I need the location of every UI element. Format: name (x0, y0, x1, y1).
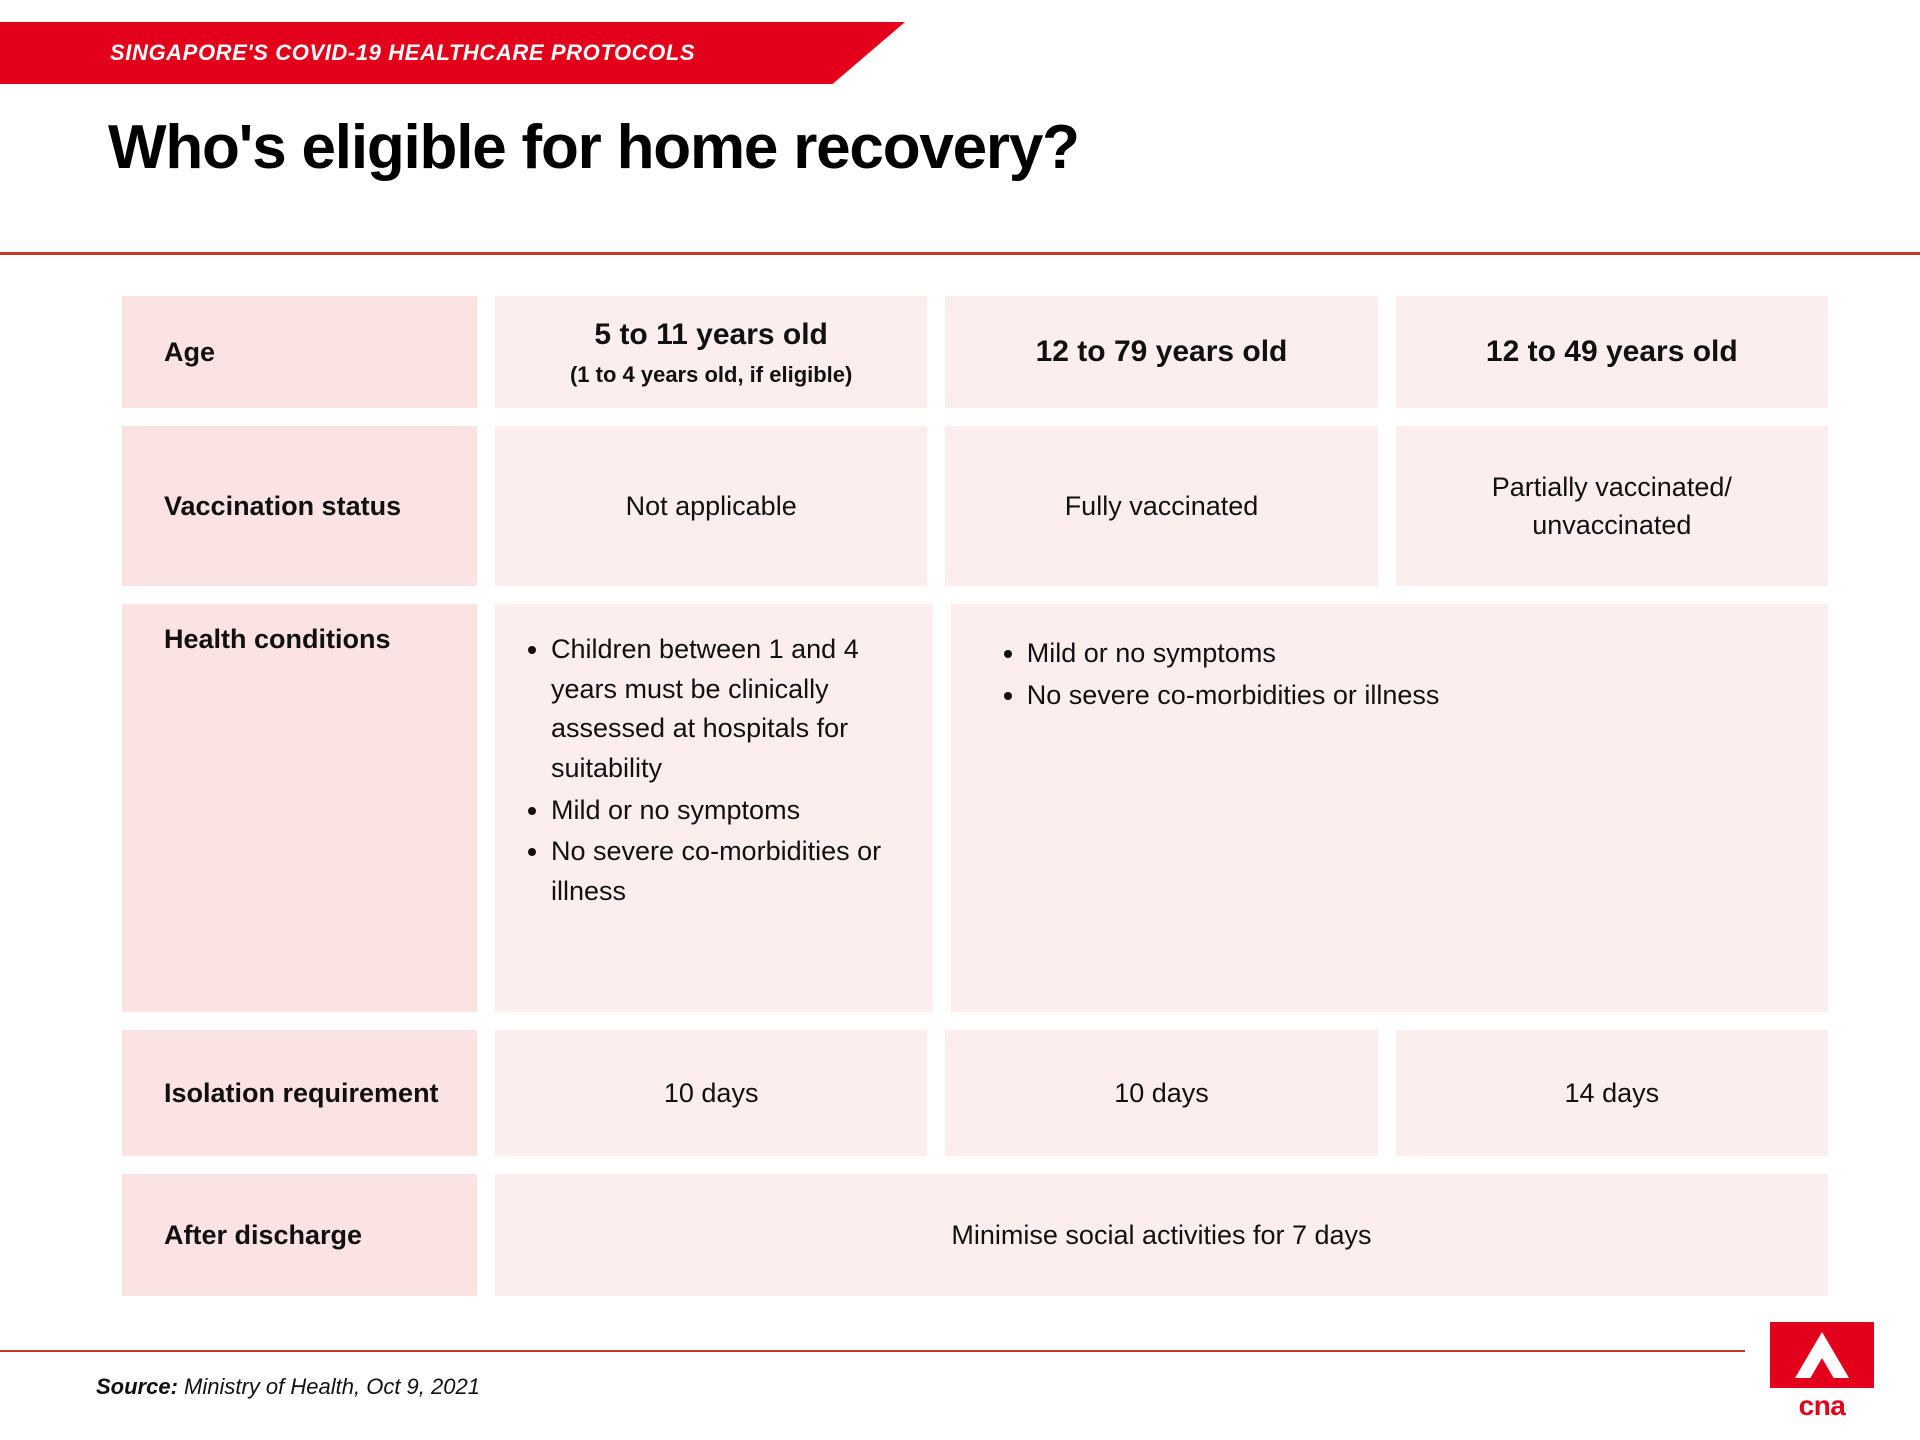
list-item: • Children between 1 and 4 years must be clinically assessed at hospitals for suitability (551, 630, 913, 789)
list-item: • No severe co-morbidities or illness (1027, 676, 1440, 716)
row-label-health-conditions: Health conditions (122, 604, 477, 1012)
footer-divider (0, 1350, 1745, 1352)
row-label-vaccination: Vaccination status (122, 426, 477, 586)
cell-after-discharge-merged: Minimise social activities for 7 days (495, 1174, 1828, 1296)
cell-age-col3-main: 12 to 49 years old (1485, 334, 1738, 368)
row-label-isolation: Isolation requirement (122, 1030, 477, 1156)
source-value: Ministry of Health, Oct 9, 2021 (184, 1374, 480, 1399)
cell-vaccination-col2: Fully vaccinated (945, 426, 1377, 586)
cell-isolation-col3: 14 days (1396, 1030, 1828, 1156)
cell-age-col1 (495, 296, 927, 408)
table-row-age (122, 296, 1828, 408)
cna-logo-text: cna (1798, 1390, 1846, 1421)
cell-vaccination-col3: Partially vaccinated/ unvaccinated (1396, 426, 1828, 586)
row-label-after-discharge: After discharge (122, 1174, 477, 1296)
eligibility-table (122, 296, 1828, 1314)
list-item: • Mild or no symptoms (1027, 634, 1440, 674)
cell-isolation-col1: 10 days (495, 1030, 927, 1156)
cell-health-col1 (495, 604, 933, 1012)
table-row-vaccination (122, 426, 1828, 586)
cell-age-col1-main: 5 to 11 years old (594, 318, 828, 352)
eyebrow-banner (0, 22, 905, 84)
eyebrow-label: SINGAPORE'S COVID-19 HEALTHCARE PROTOCOLS (110, 40, 696, 65)
cna-logo-mark-icon (1770, 1322, 1874, 1388)
cell-isolation-col2: 10 days (945, 1030, 1377, 1156)
source-label: Source: (96, 1374, 178, 1399)
cell-age-col2-main: 12 to 79 years old (1035, 334, 1288, 368)
source-note (96, 1374, 480, 1400)
table-row-health-conditions (122, 604, 1828, 1012)
table-row-after-discharge (122, 1174, 1828, 1296)
cell-age-col1-sub: (1 to 4 years old, if eligible) (569, 361, 853, 387)
table-row-isolation (122, 1030, 1828, 1156)
header-divider (0, 252, 1920, 255)
cna-logo (1770, 1322, 1874, 1420)
cell-health-merged (951, 604, 1828, 1012)
cell-age-col3 (1396, 296, 1828, 408)
health-col1-bullet-list (517, 630, 913, 914)
row-label-age: Age (122, 296, 477, 408)
list-item: • No severe co-morbidities or illness (551, 832, 913, 911)
cell-age-col2 (945, 296, 1377, 408)
list-item: • Mild or no symptoms (551, 791, 913, 831)
cell-vaccination-col1: Not applicable (495, 426, 927, 586)
health-merged-bullet-list (993, 634, 1440, 717)
page-title: Who's eligible for home recovery? (108, 113, 1079, 182)
